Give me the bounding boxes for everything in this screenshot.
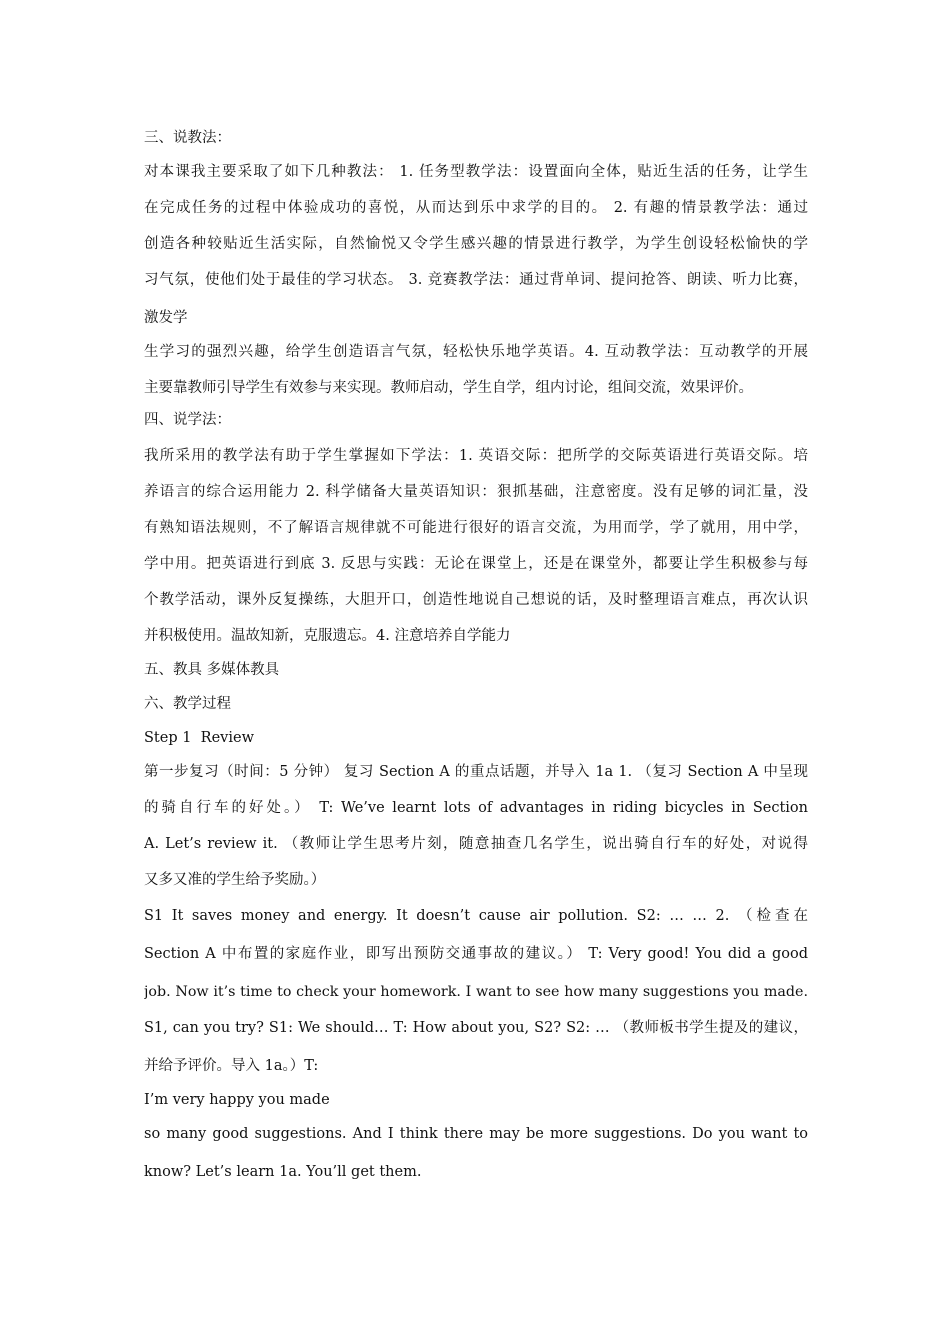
paragraph-line: 有熟知语法规则，不了解语言规律就不可能进行很好的语言交流，为用而学，学了就用，用中学，	[144, 520, 808, 536]
paragraph-line: 并积极使用。温故知新，克服遗忘。4. 注意培养自学能力	[144, 628, 511, 644]
heading-teaching-aids: 五、教具 多媒体教具	[144, 662, 280, 678]
paragraph-line: I’m very happy you made	[144, 1092, 330, 1108]
heading-teaching-process: 六、教学过程	[144, 696, 231, 712]
step-title: Step 1 Review	[144, 730, 254, 746]
paragraph-line: 习气氛，使他们处于最佳的学习状态。 3. 竞赛教学法：通过背单词、提问抢答、朗读、听力比赛，	[144, 272, 808, 288]
paragraph-line: so many good suggestions. And I think there may be more suggestions. Do you want to	[144, 1126, 808, 1142]
paragraph-line: S1, can you try? S1: We should… T: How about you, S2? S2: … （教师板书学生提及的建议，	[144, 1020, 808, 1036]
paragraph-line: 激发学	[144, 310, 188, 326]
paragraph-line: job. Now it’s time to check your homework. I want to see how many suggestions you made.	[144, 984, 808, 1000]
paragraph-line: know? Let’s learn 1a. You’ll get them.	[144, 1164, 422, 1180]
paragraph-line: 第一步复习（时间：5 分钟） 复习 Section A 的重点话题，并导入 1a 1. （复习 Section A 中呈现	[144, 764, 808, 780]
paragraph-line: 的骑自行车的好处。） T: We’ve learnt lots of advantages in riding bicycles in Section	[144, 800, 808, 816]
paragraph-line: 又多又准的学生给予奖励。）	[144, 872, 326, 888]
paragraph-line: 养语言的综合运用能力 2. 科学储备大量英语知识：狠抓基础，注意密度。没有足够的词汇量，没	[144, 484, 808, 500]
paragraph-line: 我所采用的教学法有助于学生掌握如下学法：1. 英语交际：把所学的交际英语进行英语交际。培	[144, 448, 808, 464]
paragraph-line: 对本课我主要采取了如下几种教法： 1. 任务型教学法：设置面向全体，贴近生活的任务，让学生	[144, 164, 808, 180]
paragraph-line: S1 It saves money and energy. It doesn’t cause air pollution. S2: … … 2. （检查在	[144, 908, 808, 924]
paragraph-line: 个教学活动，课外反复操练，大胆开口，创造性地说自己想说的话，及时整理语言难点，再次认识	[144, 592, 808, 608]
paragraph-line: 学中用。把英语进行到底 3. 反思与实践：无论在课堂上，还是在课堂外，都要让学生积极参与每	[144, 556, 808, 572]
paragraph-line: 生学习的强烈兴趣，给学生创造语言气氛，轻松快乐地学英语。4. 互动教学法：互动教学的开展	[144, 344, 808, 360]
heading-learning-methods: 四、说学法：	[144, 412, 231, 428]
paragraph-line: 在完成任务的过程中体验成功的喜悦，从而达到乐中求学的目的。 2. 有趣的情景教学法：通过	[144, 200, 808, 216]
paragraph-line: Section A 中布置的家庭作业，即写出预防交通事故的建议。） T: Very good! You did a good	[144, 946, 808, 962]
paragraph-line: A. Let’s review it. （教师让学生思考片刻，随意抽查几名学生，说出骑自行车的好处，对说得	[144, 836, 808, 852]
paragraph-line: 并给予评价。导入 1a。）T:	[144, 1058, 319, 1074]
paragraph-line: 主要靠教师引导学生有效参与来实现。教师启动，学生自学，组内讨论，组间交流，效果评价。	[144, 380, 753, 396]
heading-teaching-methods: 三、说教法：	[144, 130, 231, 146]
paragraph-line: 创造各种较贴近生活实际，自然愉悦又令学生感兴趣的情景进行教学，为学生创设轻松愉快的学	[144, 236, 808, 252]
